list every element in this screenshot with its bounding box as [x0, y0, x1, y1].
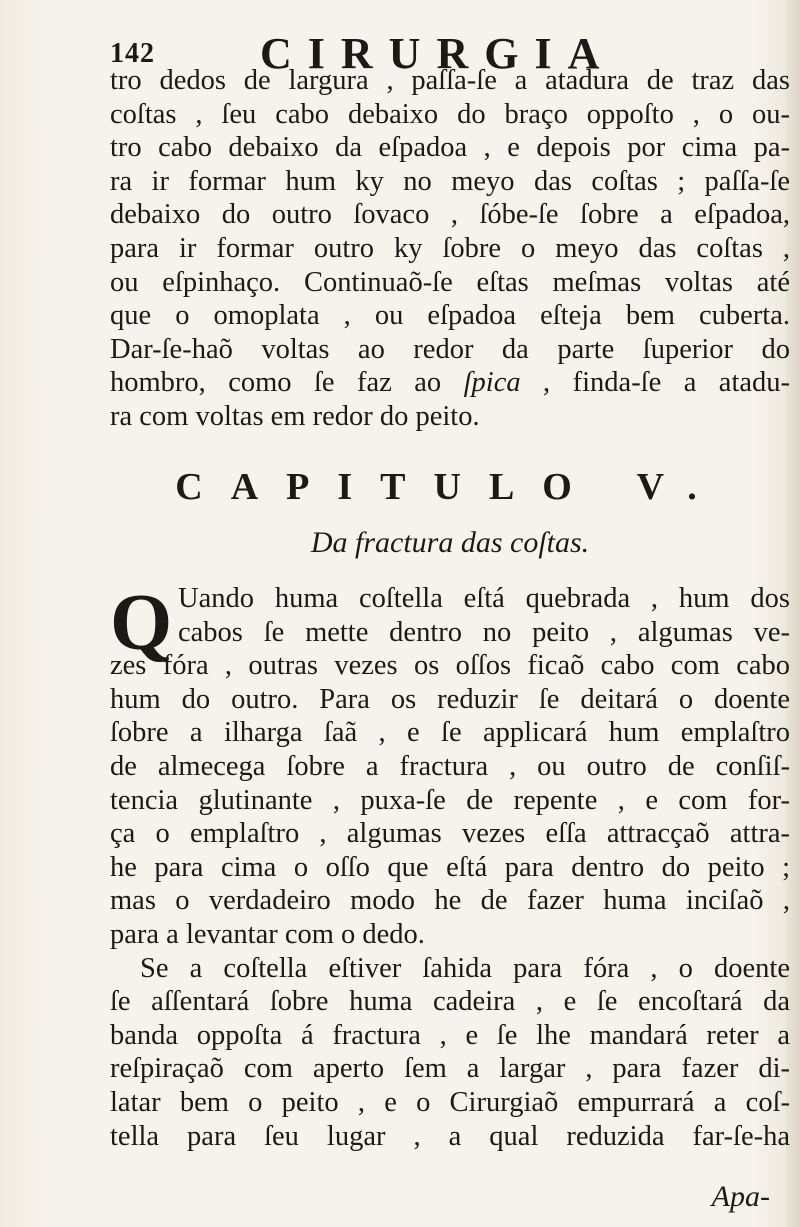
text-line: Dar-ſe-haõ voltas ao redor da parte ſuperior do	[110, 333, 790, 365]
text-line: he para cima o oſſo que eſtá para dentro do peito ;	[110, 851, 790, 883]
text-line: Se a coſtella eſtiver ſahida para fóra , o doente	[140, 952, 790, 984]
text-line: ra com voltas em redor do peito.	[110, 400, 480, 432]
text-line: latar bem o peito , e o Cirurgiaõ empurrará a coſ-	[110, 1086, 790, 1118]
text-line: ſobre a ilharga ſaã , e ſe applicará hum emplaſtro	[110, 717, 790, 749]
text-line: coſtas , ſeu cabo debaixo do braço oppoſto , o ou-	[110, 98, 790, 130]
text-line: tro cabo debaixo da eſpadoa , e depois por cima pa-	[110, 132, 790, 164]
text-line: zes fóra , outras vezes os oſſos ficaõ cabo com cabo	[110, 650, 790, 682]
text-line: debaixo do outro ſovaco , ſóbe-ſe ſobre a eſpadoa,	[110, 199, 790, 231]
paragraph-fracture	[110, 579, 790, 1153]
page-number: 142	[110, 38, 155, 69]
text-line: ſe aſſentará ſobre huma cadeira , e ſe encoſtará da	[110, 986, 790, 1018]
text-line: tella para ſeu lugar , a qual reduzida far-ſe-ha	[110, 1120, 790, 1152]
text-line: tro dedos de largura , paſſa-ſe a atadura de traz das	[110, 65, 790, 96]
text-line: ça o emplaſtro , algumas vezes eſſa attracçaõ attra-	[110, 818, 790, 850]
running-head: CIRURGIA	[260, 29, 616, 78]
text-line: ra ir formar hum ky no meyo das coſtas ; paſſa-ſe	[110, 165, 790, 197]
text-line: cabos ſe mette dentro no peito , algumas ve-	[178, 616, 790, 648]
chapter-subtitle: Da fractura das coſtas.	[310, 526, 590, 559]
text-line: ou eſpinhaço. Continuaõ-ſe eſtas meſmas voltas até	[110, 266, 790, 298]
text-line: hum do outro. Para os reduzir ſe deitará o doente	[110, 683, 790, 715]
text-line: reſpiraçaõ com aperto ſem a largar , para fazer di-	[110, 1053, 790, 1085]
text-line: tencia glutinante , puxa-ſe de repente , e com for-	[110, 784, 790, 816]
text-line: que o omoplata , ou eſpadoa eſteja bem cuberta.	[110, 300, 790, 332]
text-line: de almecega ſobre a fractura , ou outro de conſiſ-	[110, 750, 790, 782]
chapter-heading: CAPITULO V.	[175, 466, 725, 508]
drop-capital: Q	[110, 579, 173, 667]
text-line: mas o verdadeiro modo he de fazer huma inciſaõ ,	[110, 885, 790, 917]
text-line: para a levantar com o dedo.	[110, 918, 425, 950]
text-line: Uando huma coſtella eſtá quebrada , hum dos	[178, 583, 790, 614]
paragraph-bandage	[110, 64, 790, 434]
text-line-spica: hombro, como ſe faz ao ſpica , finda-ſe a atadu-	[110, 367, 791, 399]
italic-term: ſpica	[463, 367, 521, 399]
catchword: Apa-	[711, 1180, 770, 1213]
text-line: para ir formar outro ky ſobre o meyo das coſtas ,	[110, 232, 790, 264]
text-line: banda oppoſta á fractura , e ſe lhe mandará reter a	[110, 1019, 790, 1051]
